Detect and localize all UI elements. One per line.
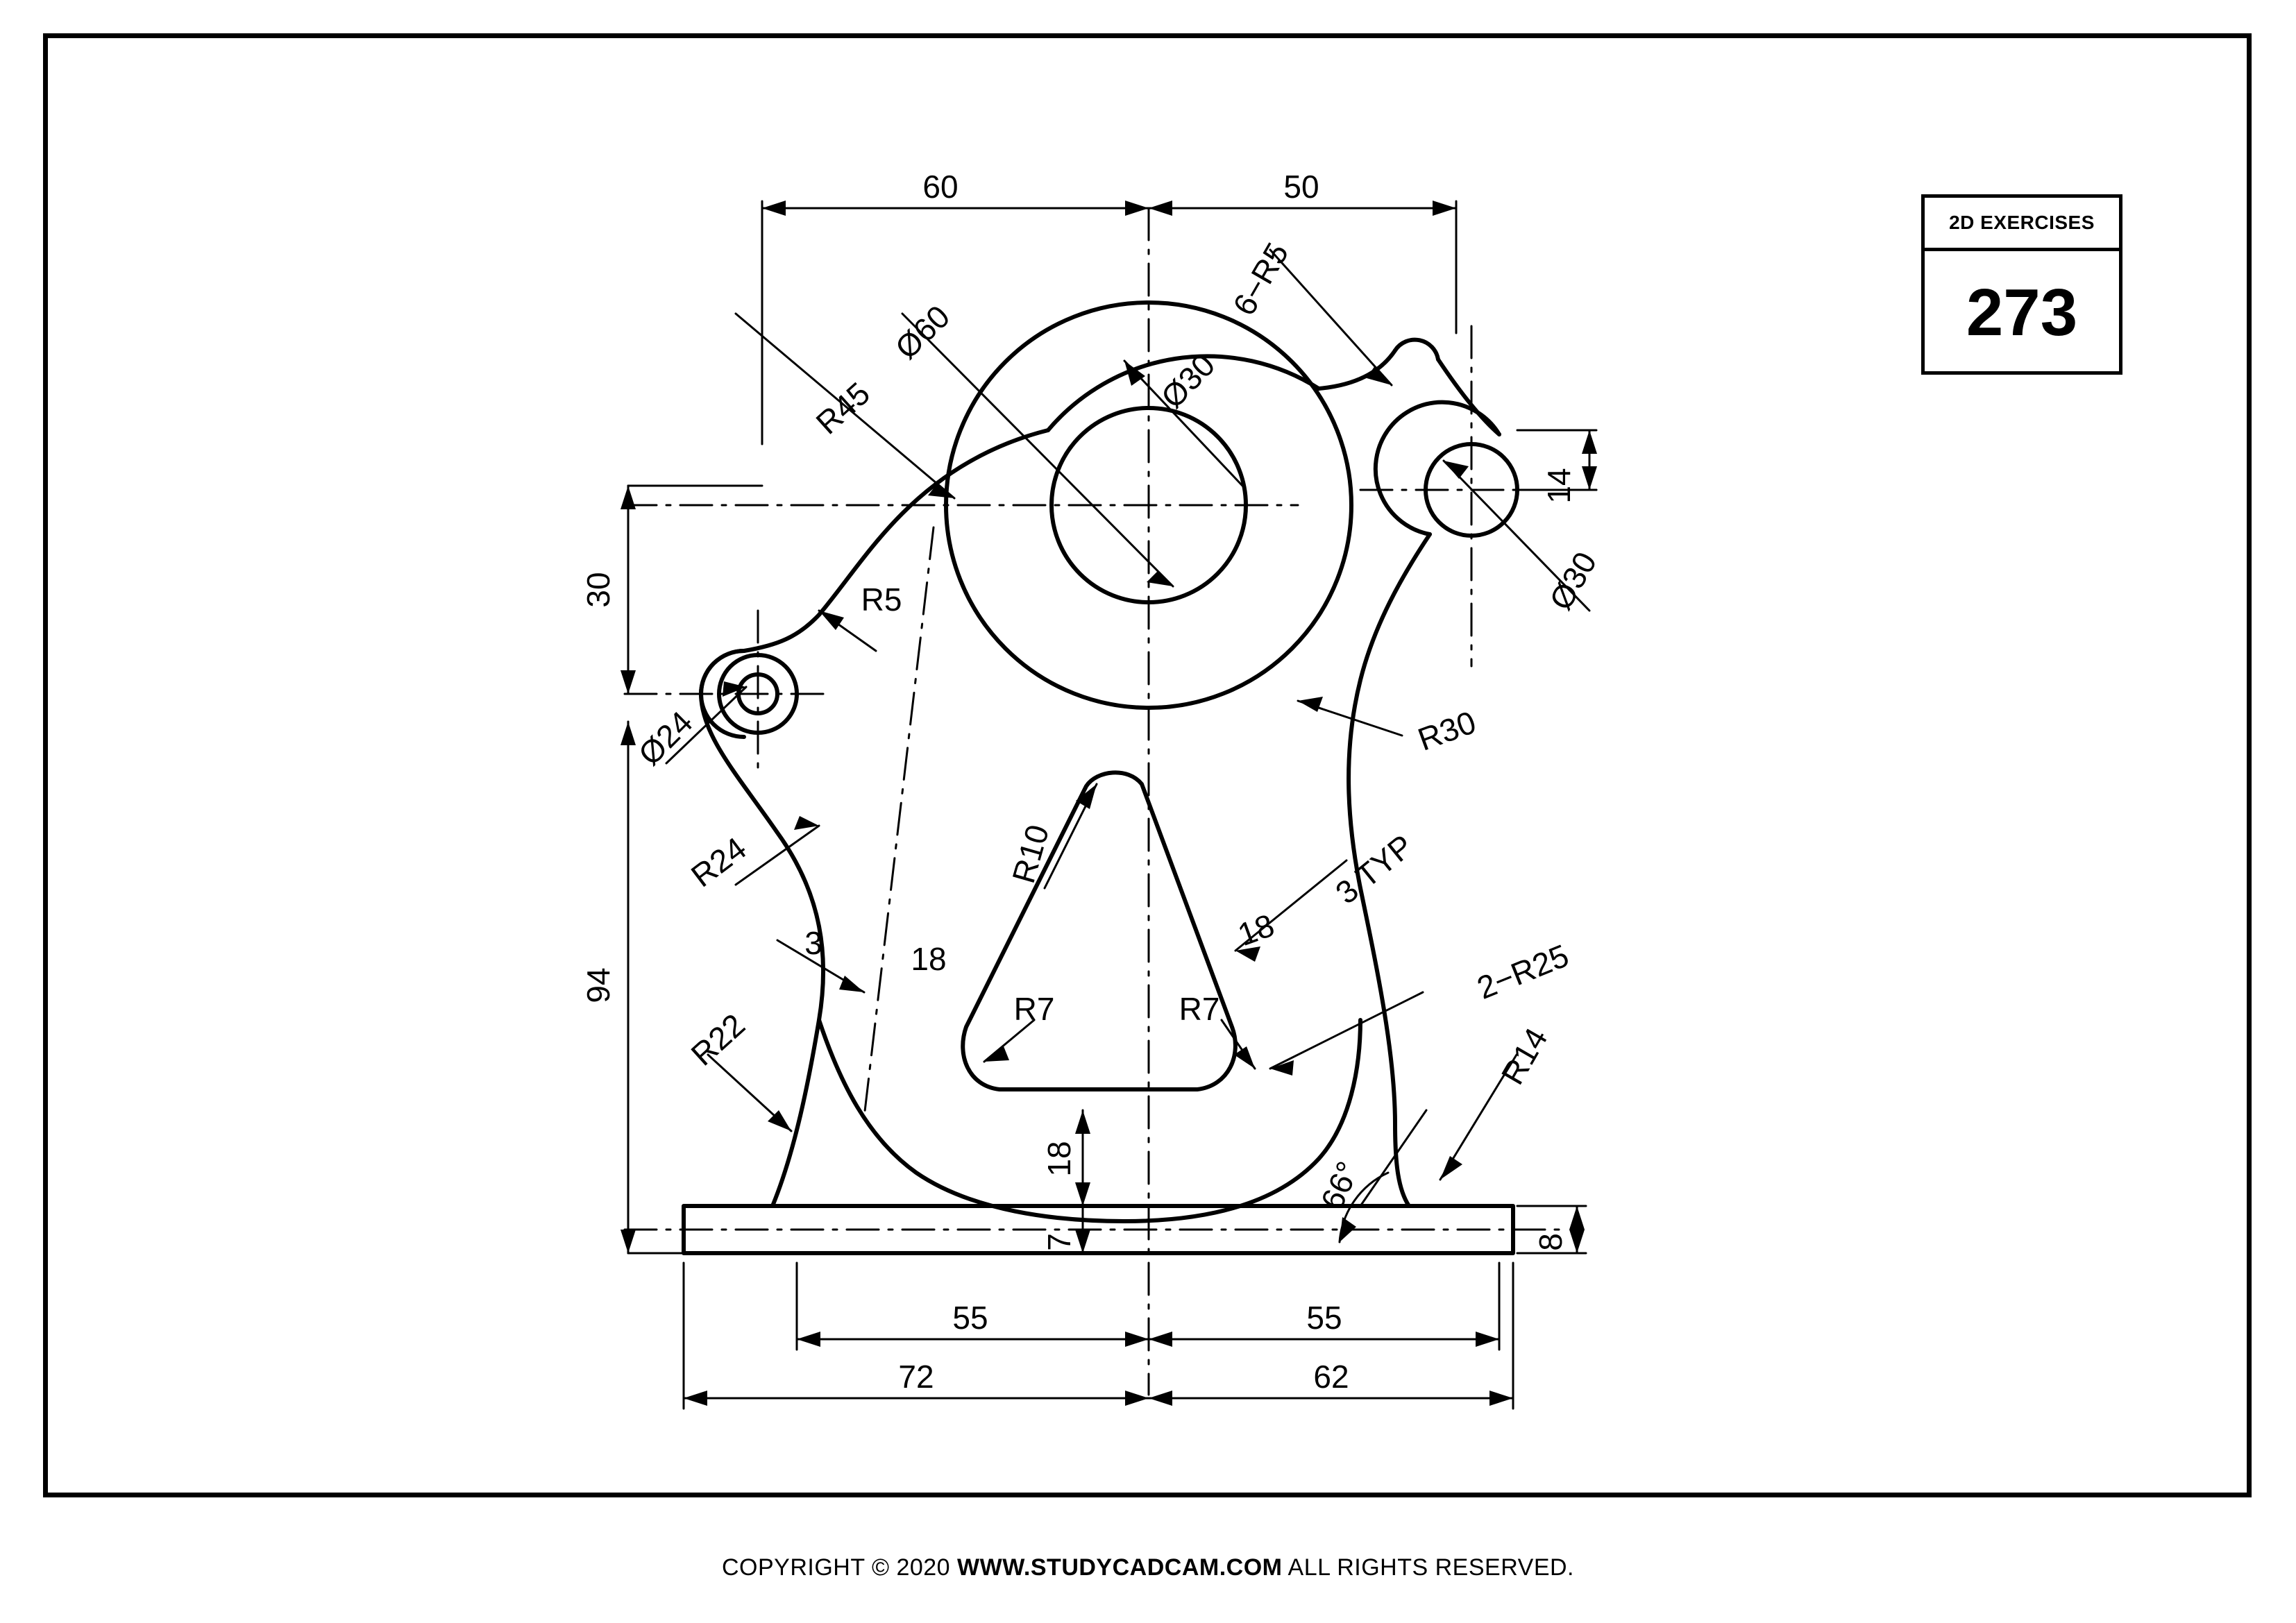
dim-55-right: 55 bbox=[1306, 1300, 1342, 1336]
dim-72: 72 bbox=[898, 1359, 934, 1395]
dim-dia24: Ø24 bbox=[631, 704, 700, 772]
dim-3-typ: 3 TYP bbox=[1328, 827, 1420, 911]
dim-50: 50 bbox=[1283, 169, 1319, 205]
dim-18-right: 18 bbox=[1233, 906, 1279, 953]
dim-66deg: 66° bbox=[1313, 1156, 1367, 1215]
triangular-pocket bbox=[963, 772, 1235, 1089]
dim-r24: R24 bbox=[684, 830, 753, 894]
copyright-prefix: COPYRIGHT © 2020 bbox=[721, 1554, 958, 1581]
dim-3: 3 bbox=[804, 925, 822, 961]
copyright-footer bbox=[0, 1554, 2296, 1581]
copyright-suffix: ALL RIGHTS RESERVED. bbox=[1282, 1554, 1574, 1581]
dim-r45: R45 bbox=[809, 375, 877, 441]
dim-94: 94 bbox=[580, 967, 616, 1003]
dim-r30: R30 bbox=[1412, 704, 1481, 758]
part-outline bbox=[684, 340, 1513, 1253]
dim-14: 14 bbox=[1541, 468, 1577, 504]
copyright-site: WWW.STUDYCADCAM.COM bbox=[957, 1554, 1283, 1581]
dim-r14: R14 bbox=[1494, 1021, 1555, 1091]
dim-r22: R22 bbox=[684, 1006, 752, 1073]
dim-60: 60 bbox=[922, 169, 959, 205]
center-lines bbox=[625, 208, 1596, 1395]
dim-8: 8 bbox=[1533, 1233, 1569, 1251]
dim-dia30-center: Ø30 bbox=[1154, 346, 1222, 416]
dim-r5: R5 bbox=[861, 581, 902, 618]
title-block-caption: 2D EXERCISES bbox=[1925, 198, 2119, 251]
dim-r7-right: R7 bbox=[1179, 991, 1220, 1027]
title-block bbox=[1921, 194, 2122, 375]
dim-2-r25: 2−R25 bbox=[1471, 937, 1574, 1006]
dim-55-left: 55 bbox=[952, 1300, 988, 1336]
dim-18-bottom: 18 bbox=[1041, 1141, 1077, 1177]
dim-30: 30 bbox=[580, 572, 616, 608]
dim-6-r5: 6−R5 bbox=[1225, 236, 1296, 322]
dim-dia30-right: Ø30 bbox=[1542, 545, 1604, 616]
dim-62: 62 bbox=[1313, 1359, 1349, 1395]
dim-r10: R10 bbox=[1004, 820, 1056, 887]
dim-dia60: Ø60 bbox=[888, 298, 957, 366]
title-block-number: 273 bbox=[1966, 275, 2078, 350]
dim-r7-left: R7 bbox=[1013, 991, 1055, 1027]
dim-18-left: 18 bbox=[911, 941, 947, 977]
dim-7: 7 bbox=[1041, 1233, 1077, 1251]
